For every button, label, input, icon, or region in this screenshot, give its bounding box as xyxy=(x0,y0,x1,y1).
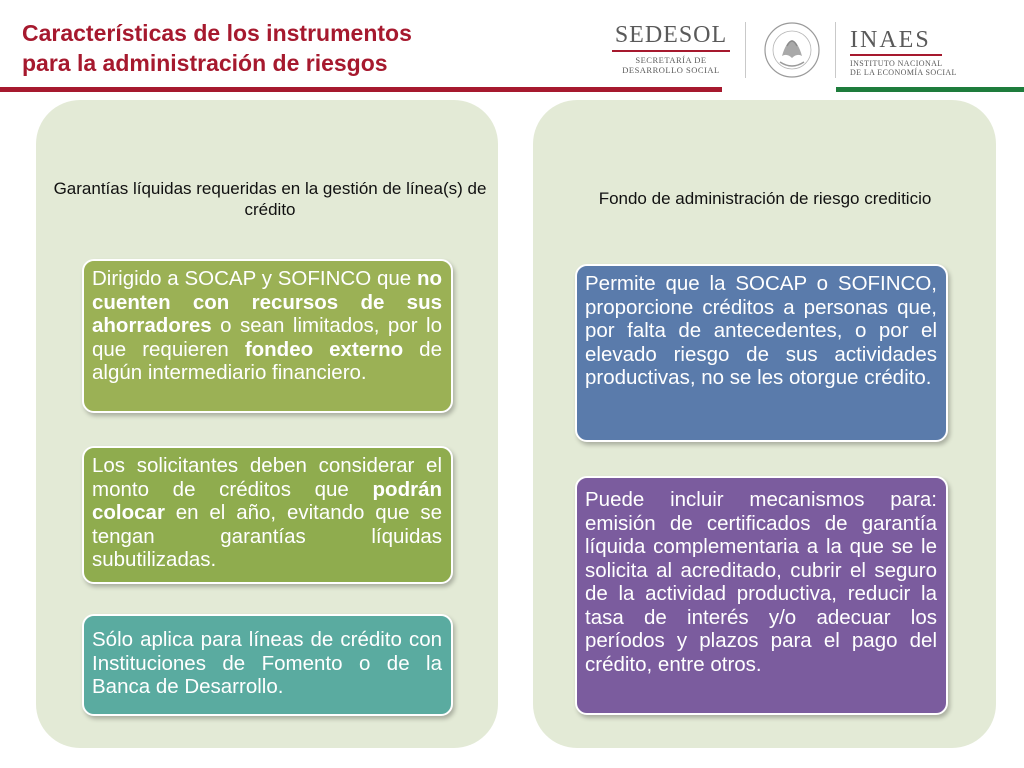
guarantees-panel xyxy=(36,100,498,748)
inaes-logo-sub1: INSTITUTO NACIONAL xyxy=(850,59,943,68)
card-text: Los solicitantes deben considerar el monto de créditos que xyxy=(92,454,442,501)
guarantees-card-scope xyxy=(82,614,453,716)
risk-fund-panel-heading: Fondo de administración de riesgo crediticio xyxy=(598,189,932,208)
card-text: o sean limitados, por lo que requieren xyxy=(92,314,442,361)
inaes-logo-name: INAES xyxy=(850,27,931,53)
card-bold-text: podrán colocar xyxy=(92,477,442,524)
card-text: en el año, evitando que se tengan garantías líquidas subutilizadas. xyxy=(92,501,442,571)
guarantees-card-consider xyxy=(82,446,453,584)
guarantees-card-target xyxy=(82,259,453,413)
sedesol-logo xyxy=(612,22,730,75)
inaes-logo-sub2: DE LA ECONOMÍA SOCIAL xyxy=(850,68,957,77)
sedesol-logo-name: SEDESOL xyxy=(614,22,728,48)
card-text: Puede incluir mecanismos para: emisión de certificados de garantía líquida complementaria a la que se le solicita al acreditado, cubrir el seguro de la actividad productiva, reducir la tasa de interés y/o adecuar los períodos y plazos para el pago del crédito, entre otros. xyxy=(585,488,937,676)
header-rule-red xyxy=(0,87,722,92)
header-rule-green xyxy=(836,87,1024,92)
risk-fund-card-purpose xyxy=(575,264,948,442)
card-text: Dirigido a SOCAP y SOFINCO que xyxy=(92,267,417,290)
inaes-logo-rule xyxy=(850,54,942,56)
logo-divider xyxy=(745,22,746,78)
risk-fund-card-mechanisms xyxy=(575,476,948,715)
sedesol-logo-sub2: DESARROLLO SOCIAL xyxy=(622,65,720,75)
page-title-line1: Características de los instrumentos xyxy=(22,20,412,46)
card-text: Permite que la SOCAP o SOFINCO, proporcione créditos a personas que, por falta de antecedentes, o por el elevado riesgo de sus actividades productivas, no se les otorgue crédito. xyxy=(585,272,937,389)
card-bold-text: no cuenten con recursos de sus ahorradores xyxy=(92,267,442,337)
card-text: de algún intermediario financiero. xyxy=(92,337,442,384)
inaes-logo xyxy=(850,28,960,77)
sedesol-logo-sub1: SECRETARÍA DE xyxy=(635,55,707,65)
mexico-seal-icon xyxy=(760,20,824,80)
sedesol-logo-rule xyxy=(612,50,730,52)
guarantees-panel-heading: Garantías líquidas requeridas en la gestión de línea(s) de crédito xyxy=(53,179,487,219)
page-title-line2: para la administración de riesgos xyxy=(22,50,388,76)
logo-divider xyxy=(835,22,836,78)
page-title xyxy=(22,18,582,78)
card-bold-text: fondeo externo xyxy=(244,337,404,361)
card-text: Sólo aplica para líneas de crédito con Instituciones de Fomento o de la Banca de Desarrollo. xyxy=(92,628,442,698)
risk-fund-panel xyxy=(533,100,996,748)
